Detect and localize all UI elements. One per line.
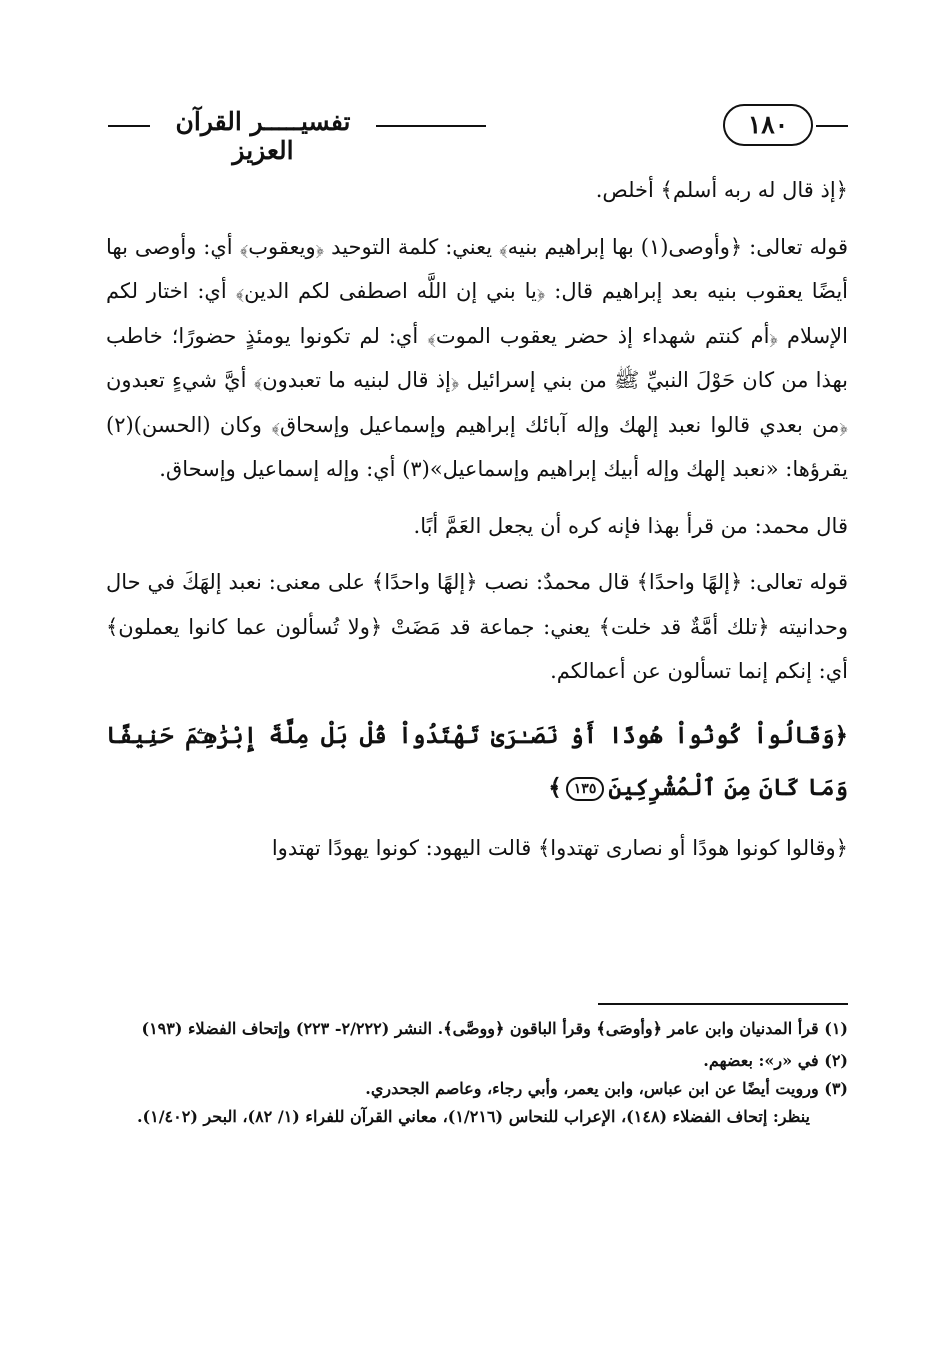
verse-text: ﴿وَقَالُواْ كُونُواْ هُودًا أَوْ نَصَـٰرَىٰ تَهْتَدُواْ قُلْ بَلْ مِلَّةَ إِبْرَٰهِـۧمَ حَنِيفًا وَمَا كَانَ مِنَ ٱلْمُشْرِكِينَ <box>106 721 848 801</box>
footnote-divider <box>598 1003 848 1005</box>
verse-close-bracket: ﴾ <box>548 773 562 801</box>
footnote: (٢) في «ر»: بعضهم. <box>703 1051 848 1070</box>
page-header <box>108 100 848 165</box>
ayah-number-badge: ١٣٥ <box>566 777 605 801</box>
quran-verse <box>106 710 848 814</box>
footnote-continuation: ينظر: إتحاف الفضلاء (١٤٨)، الإعراب للنحاس (١/٢١٦)، معاني القرآن للفراء (١/ ٨٢)، البحر (١/٤٠٢). <box>136 1107 810 1126</box>
footnote: (١) قرأ المدنيان وابن عامر ﴿وأوصَى﴾ وقرأ الباقون ﴿ووصَّى﴾. النشر (٢/٢٢٢- ٢٢٣) وإتحاف الفضلاء (١٩٣) <box>141 1019 848 1038</box>
paragraph: قال محمد: من قرأ بهذا فإنه كره أن يجعل العَمَّ أبًا. <box>413 513 848 538</box>
paragraph: قوله تعالى: ﴿إلهًا واحدًا﴾ قال محمدٌ: نصب ﴿إلهًا واحدًا﴾ على معنى: نعبد إلهَكَ في حال وحدانيته ﴿تلك أمَّةٌ قد خلت﴾ يعني: جماعة قد مَضَتْ ﴿ولا تُسألون عما كانوا يعملون﴾ أي: إنكم إنما تسألون عن أعمالكم. <box>106 570 848 683</box>
footnote: (٣) ورويت أيضًا عن ابن عباس، وابن يعمر، وأبي رجاء، وعاصم الجحدري. <box>365 1079 848 1098</box>
paragraph: ﴿إذ قال له ربه أسلم﴾ أخلص. <box>595 178 848 202</box>
header-rule <box>816 125 848 127</box>
main-text <box>106 168 848 870</box>
header-rule <box>108 125 150 127</box>
page-number: ١٨٠ <box>723 104 813 146</box>
header-rule <box>376 125 486 127</box>
paragraph: ﴿وقالوا كونوا هودًا أو نصارى تهتدوا﴾ قالت اليهود: كونوا يهودًا تهتدوا <box>271 835 848 860</box>
paragraph: قوله تعالى: ﴿وأوصى(١) بها إبراهيم بنيه﴾ يعني: كلمة التوحيد ﴿ويعقوب﴾ أي: وأوصى بها أيضًا يعقوب بنيه بعد إبراهيم قال: ﴿يا بني إن اللَّه اصطفى لكم الدين﴾ أي: اختار لكم الإسلام ﴿أم كنتم شهداء إذ حضر يعقوب الموت﴾ أي: لم تكونوا يومئذٍ حضورًا؛ خاطب بهذا من كان حَوْلَ النبيِّ ﷺ من بني إسرائيل ﴿إذ قال لبنيه ما تعبدون﴾ أيَّ شيءٍ تعبدون ﴿من بعدي قالوا نعبد إلهك وإله آبائك إبراهيم وإسماعيل وإسحاق﴾ وكان (الحسن)(٢) يقرؤها: «نعبد إلهك وإله أبيك إبراهيم وإسماعيل»(٣) أي: وإله إسماعيل وإسحاق. <box>106 234 848 481</box>
footnotes <box>106 1015 848 1131</box>
running-title: تفسيـــــر القرآن العزيز <box>175 107 351 165</box>
